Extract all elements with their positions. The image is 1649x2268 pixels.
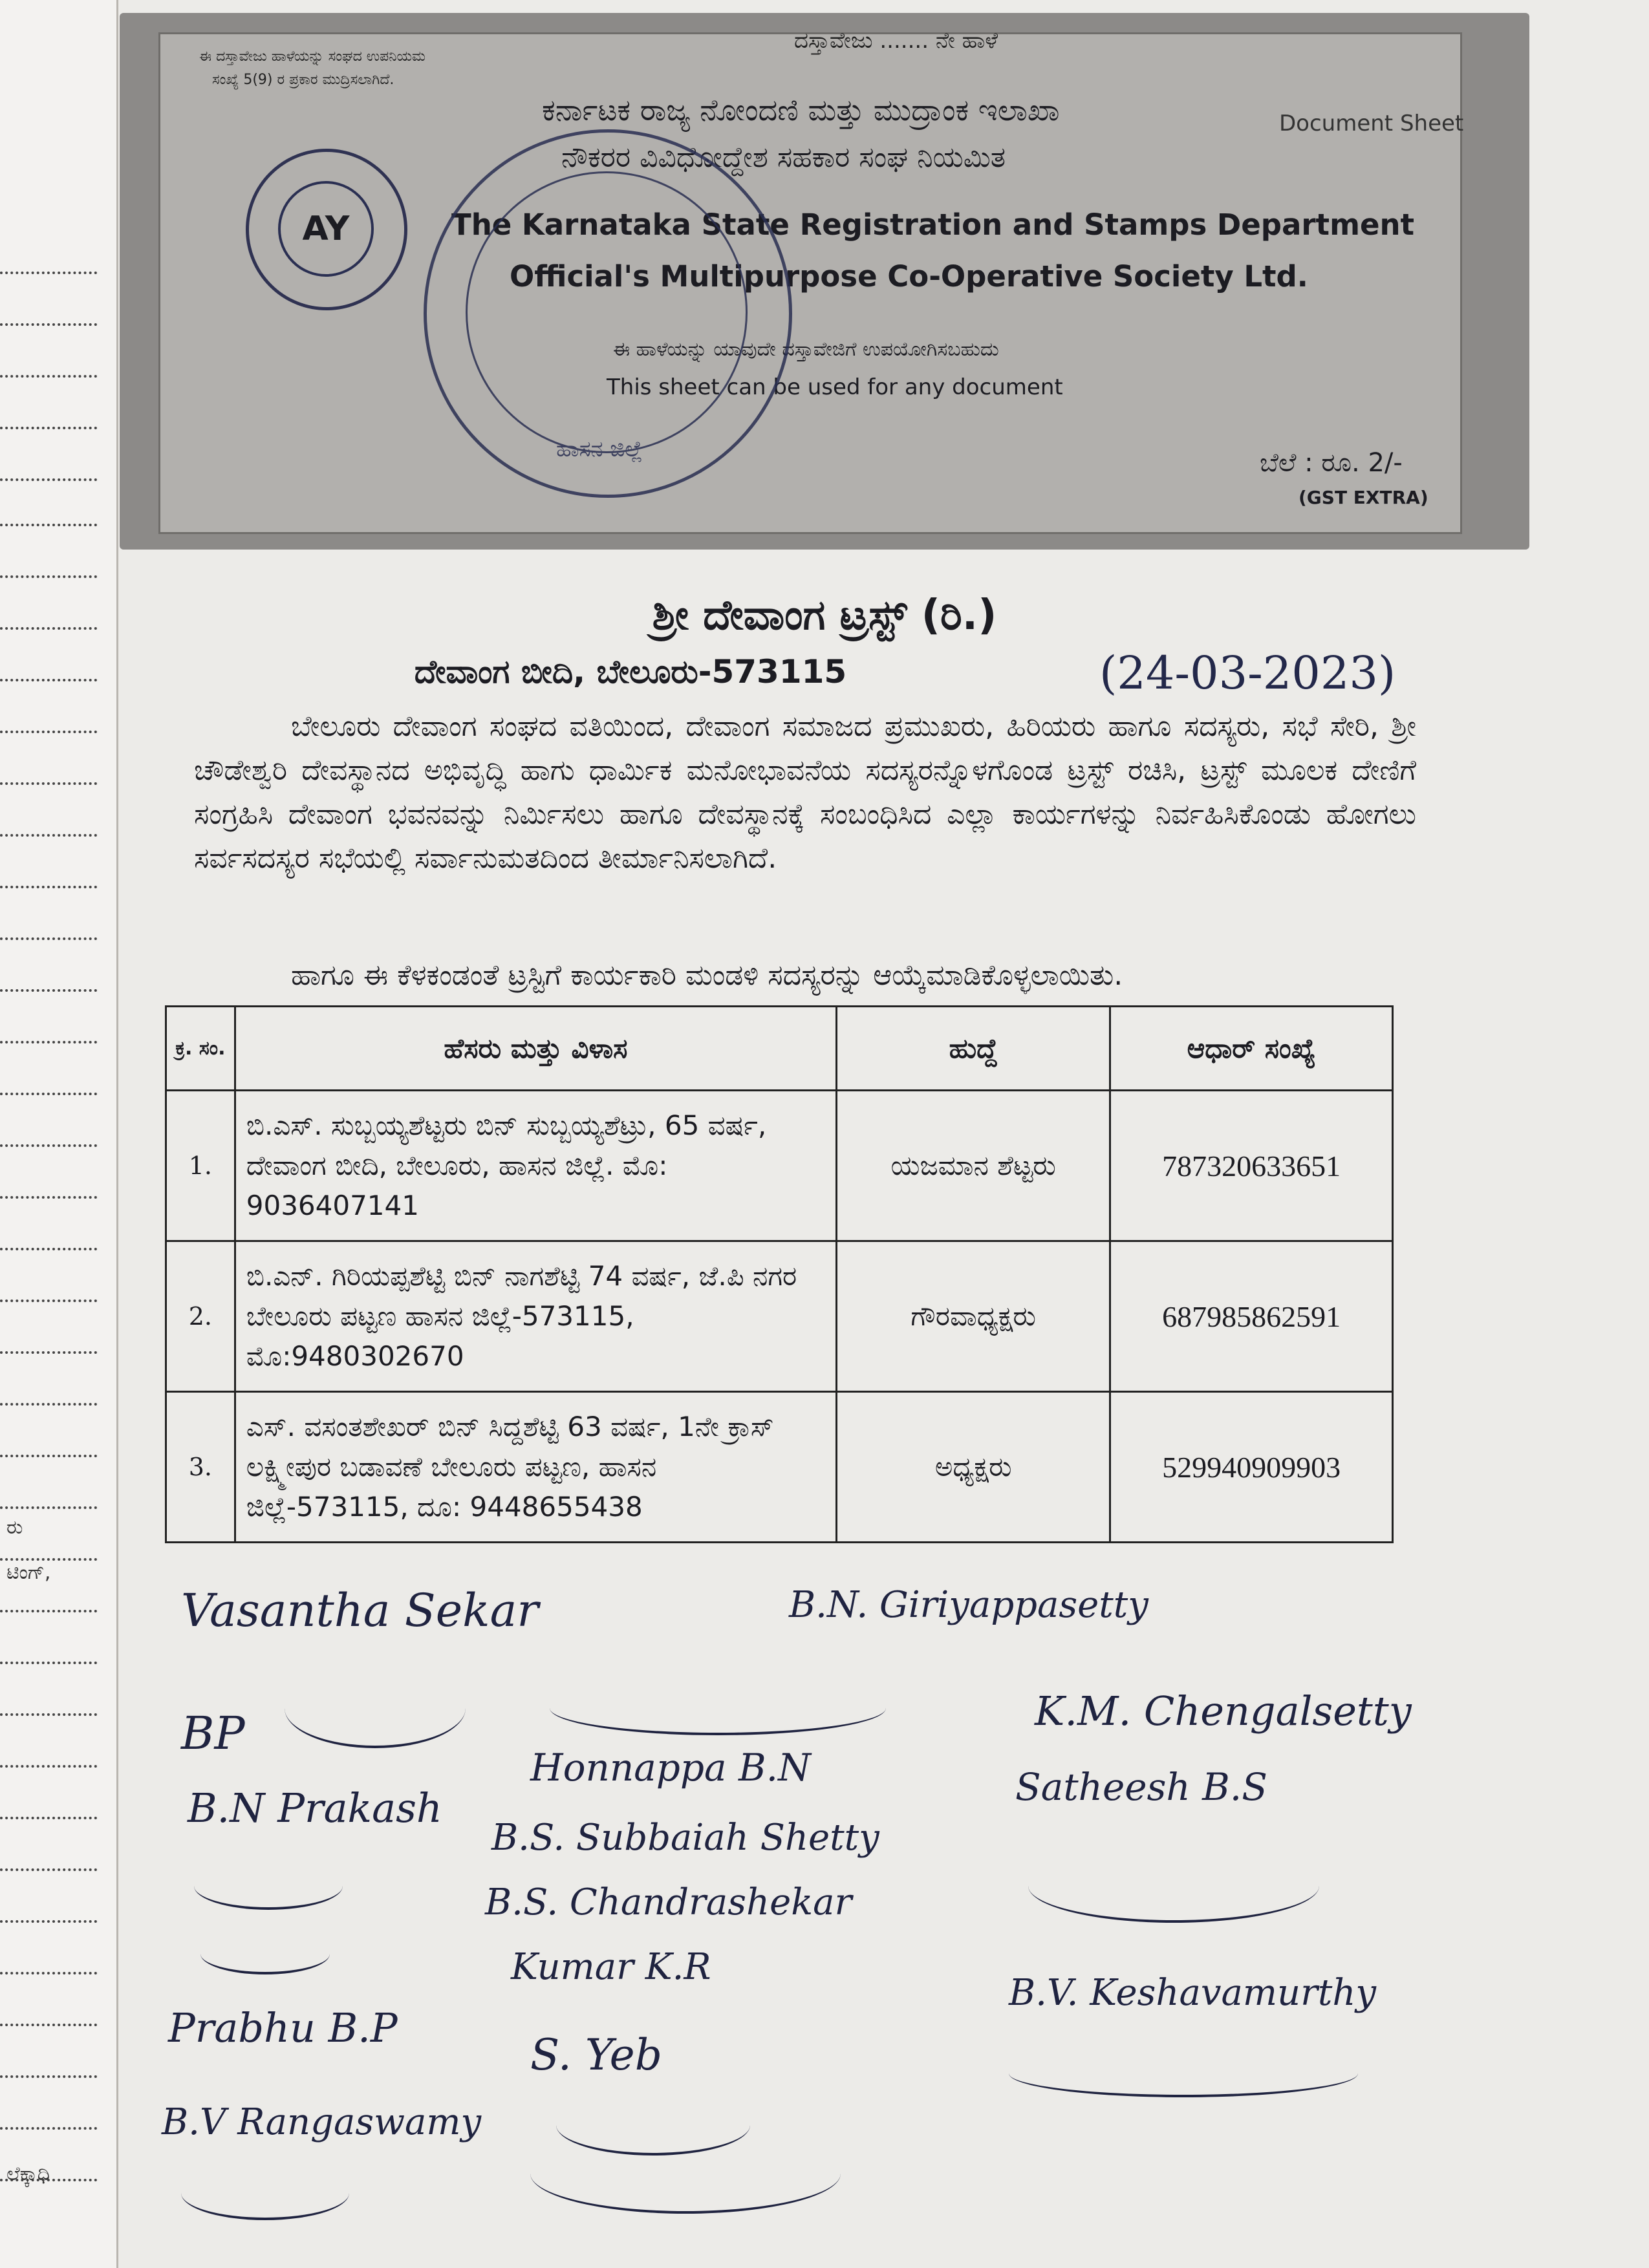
stamp-kannada-title1: ಕರ್ನಾಟಕ ರಾಜ್ಯ ನೋಂದಣಿ ಮತ್ತು ಮುದ್ರಾಂಕ ಇಲಾಖಾ	[542, 92, 1060, 127]
row-sno: 1.	[166, 1091, 235, 1241]
signature: K.M. Chengalsetty	[1035, 1687, 1412, 1735]
row-post: ಯಜಮಾನ ಶೆಟ್ಟರು	[837, 1091, 1110, 1241]
district-seal	[424, 129, 792, 498]
header-aadhaar: ಆಧಾರ್ ಸಂಖ್ಯೆ	[1110, 1007, 1393, 1091]
margin-fragment: ಟಿಂಗ್,	[6, 1561, 51, 1584]
signature: Prabhu B.P	[168, 2004, 398, 2051]
signature-scribble	[1028, 1849, 1319, 1923]
signature: S. Yeb	[530, 2030, 662, 2080]
table-row	[166, 1241, 1393, 1392]
signature: B.V. Keshavamurthy	[1009, 1972, 1377, 2014]
stamp-english-title1: The Karnataka State Registration and Stamps Department	[451, 208, 1415, 242]
selection-text	[194, 954, 1416, 998]
signature: BP	[181, 1707, 245, 1760]
signature-scribble	[200, 1933, 330, 1974]
stamp-price: ಬೆಲೆ : ರೂ. 2/-	[1260, 448, 1403, 478]
signature-scribble	[550, 1681, 886, 1735]
signature: B.V Rangaswamy	[162, 2101, 482, 2143]
row-name-address: ಬಿ.ಎಸ್. ಸುಬ್ಬಯ್ಯಶೆಟ್ಟರು ಬಿನ್ ಸುಬ್ಬಯ್ಯಶೆಟ್ರು, 65 ವರ್ಷ, ದೇವಾಂಗ ಬೀದಿ, ಬೇಲೂರು, ಹಾಸನ ಜಿಲ್ಲೆ. ಮೊ: 9036407141	[235, 1091, 836, 1241]
stamp-usage-kannada: ಈ ಹಾಳೆಯನ್ನು ಯಾವುದೇ ದಸ್ತಾವೇಜಿಗೆ ಉಪಯೋಗಿಸಬಹುದು	[613, 338, 999, 361]
adjacent-page-edge	[0, 0, 118, 2268]
trust-address: ದೇವಾಂಗ ಬೀದಿ, ಬೇಲೂರು-573115	[414, 653, 847, 690]
signature: Honnappa B.N	[530, 1746, 811, 1790]
header-post: ಹುದ್ದೆ	[837, 1007, 1110, 1091]
stamp-note-line2: ಸಂಖ್ಯೆ 5(9) ರ ಪ್ರಕಾರ ಮುದ್ರಿಸಲಾಗಿದೆ.	[212, 72, 394, 88]
stamp-serial: ದಸ್ತಾವೇಜು ....... ನೇ ಹಾಳೆ	[794, 28, 998, 54]
handwritten-date: (24-03-2023)	[1099, 647, 1396, 700]
row-name-address: ಬಿ.ಎನ್. ಗಿರಿಯಪ್ಪಶೆಟ್ಟಿ ಬಿನ್ ನಾಗಶೆಟ್ಟಿ 74 ವರ್ಷ, ಜೆ.ಪಿ ನಗರ ಬೇಲೂರು ಪಟ್ಟಣ ಹಾಸನ ಜಿಲ್ಲೆ-573115, ಮೊ:9480302670	[235, 1241, 836, 1392]
signature-scribble	[181, 2166, 349, 2220]
paragraph-1: ಬೇಲೂರು ದೇವಾಂಗ ಸಂಘದ ವತಿಯಿಂದ, ದೇವಾಂಗ ಸಮಾಜದ ಪ್ರಮುಖರು, ಹಿರಿಯರು ಹಾಗೂ ಸದಸ್ಯರು, ಸಭೆ ಸೇರಿ, ಶ್ರೀ ಚೌಡೇಶ್ವರಿ ದೇವಸ್ಥಾನದ ಅಭಿವೃದ್ಧಿ ಹಾಗು ಧಾರ್ಮಿಕ ಮನೋಭಾವನೆಯ ಸದಸ್ಯರನ್ನೊಳಗೊಂಡ ಟ್ರಸ್ಟ್ ರಚಿಸಿ, ಟ್ರಸ್ಟ್ ಮೂಲಕ ದೇಣಿಗೆ ಸಂಗ್ರಹಿಸಿ ದೇವಾಂಗ ಭವನವನ್ನು ನಿರ್ಮಿಸಲು ಹಾಗೂ ದೇವಸ್ಥಾನಕ್ಕೆ ಸಂಬಂಧಿಸಿದ ಎಲ್ಲಾ ಕಾರ್ಯಗಳನ್ನು ನಿರ್ವಹಿಸಿಕೊಂಡು ಹೋಗಲು ಸರ್ವಸದಸ್ಯರ ಸಭೆಯಲ್ಲಿ ಸರ್ವಾನುಮತದಿಂದ ತೀರ್ಮಾನಿಸಲಾಗಿದೆ.	[194, 710, 1416, 875]
margin-fragment: ಲೆಕ್ಕಾಧಿ	[6, 2163, 50, 2185]
stamp-english-title2: Official's Multipurpose Co-Operative Society Ltd.	[510, 259, 1308, 294]
row-aadhaar: 687985862591	[1110, 1241, 1393, 1392]
stamp-kannada-title2: ನೌಕರರ ವಿವಿಧೋದ್ದೇಶ ಸಹಕಾರ ಸಂಘ ನಿಯಮಿತ	[561, 141, 1006, 174]
row-sno: 2.	[166, 1241, 235, 1392]
paragraph-2: ಹಾಗೂ ಈ ಕೆಳಕಂಡಂತೆ ಟ್ರಸ್ಟಿಗೆ ಕಾರ್ಯಕಾರಿ ಮಂಡಳಿ ಸದಸ್ಯರನ್ನು ಆಯ್ಕೆಮಾಡಿಕೊಳ್ಳಲಾಯಿತು.	[291, 959, 1123, 992]
margin-fragment: ರು	[6, 1516, 23, 1539]
stamp-gst: (GST EXTRA)	[1299, 487, 1428, 508]
stamp-paper-header	[120, 13, 1529, 550]
table-header-row	[166, 1007, 1393, 1091]
stamp-usage-english: This sheet can be used for any document	[607, 374, 1063, 400]
members-table	[165, 1005, 1394, 1543]
row-aadhaar: 529940909903	[1110, 1392, 1393, 1543]
society-seal	[246, 149, 407, 310]
row-post: ಗೌರವಾಧ್ಯಕ್ಷರು	[837, 1241, 1110, 1392]
row-sno: 3.	[166, 1392, 235, 1543]
signature: B.N. Giriyappasetty	[789, 1584, 1148, 1626]
signature: Satheesh B.S	[1015, 1765, 1267, 1809]
stamp-note-line1: ಈ ದಸ್ತಾವೇಜು ಹಾಳೆಯನ್ನು ಸಂಘದ ಉಪನಿಯಮ	[199, 48, 426, 65]
header-sno: ಕ್ರ. ಸಂ.	[166, 1007, 235, 1091]
seal-code: AY	[278, 181, 374, 277]
table-row	[166, 1091, 1393, 1241]
signature: B.S. Chandrashekar	[485, 1881, 852, 1923]
signature-scribble	[530, 2134, 841, 2214]
table-row	[166, 1392, 1393, 1543]
trust-title: ಶ್ರೀ ದೇವಾಂಗ ಟ್ರಸ್ಟ್ (ರಿ.)	[652, 592, 997, 639]
resolution-text	[194, 705, 1416, 881]
signature-scribble	[194, 1862, 343, 1910]
signature: Kumar K.R	[511, 1946, 711, 1988]
row-aadhaar: 787320633651	[1110, 1091, 1393, 1241]
signature: Vasantha Sekar	[181, 1584, 539, 1637]
signature: B.S. Subbaiah Shetty	[491, 1817, 879, 1859]
header-name: ಹೆಸರು ಮತ್ತು ವಿಳಾಸ	[235, 1007, 836, 1091]
signature-scribble	[1009, 2049, 1358, 2097]
district-seal-text: ಹಾಸನ ಜಿಲ್ಲೆ	[556, 436, 643, 462]
signature-scribble	[285, 1668, 466, 1748]
row-name-address: ಎಸ್. ವಸಂತಶೇಖರ್ ಬಿನ್ ಸಿದ್ದಶೆಟ್ಟಿ 63 ವರ್ಷ, 1ನೇ ಕ್ರಾಸ್ ಲಕ್ಷ್ಮೀಪುರ ಬಡಾವಣೆ ಬೇಲೂರು ಪಟ್ಟಣ, ಹಾಸನ ಜಿಲ್ಲೆ-573115, ದೂ: 9448655438	[235, 1392, 836, 1543]
row-post: ಅಧ್ಯಕ್ಷರು	[837, 1392, 1110, 1543]
document-sheet-label: Document Sheet	[1279, 111, 1464, 136]
signature: B.N Prakash	[188, 1784, 442, 1832]
